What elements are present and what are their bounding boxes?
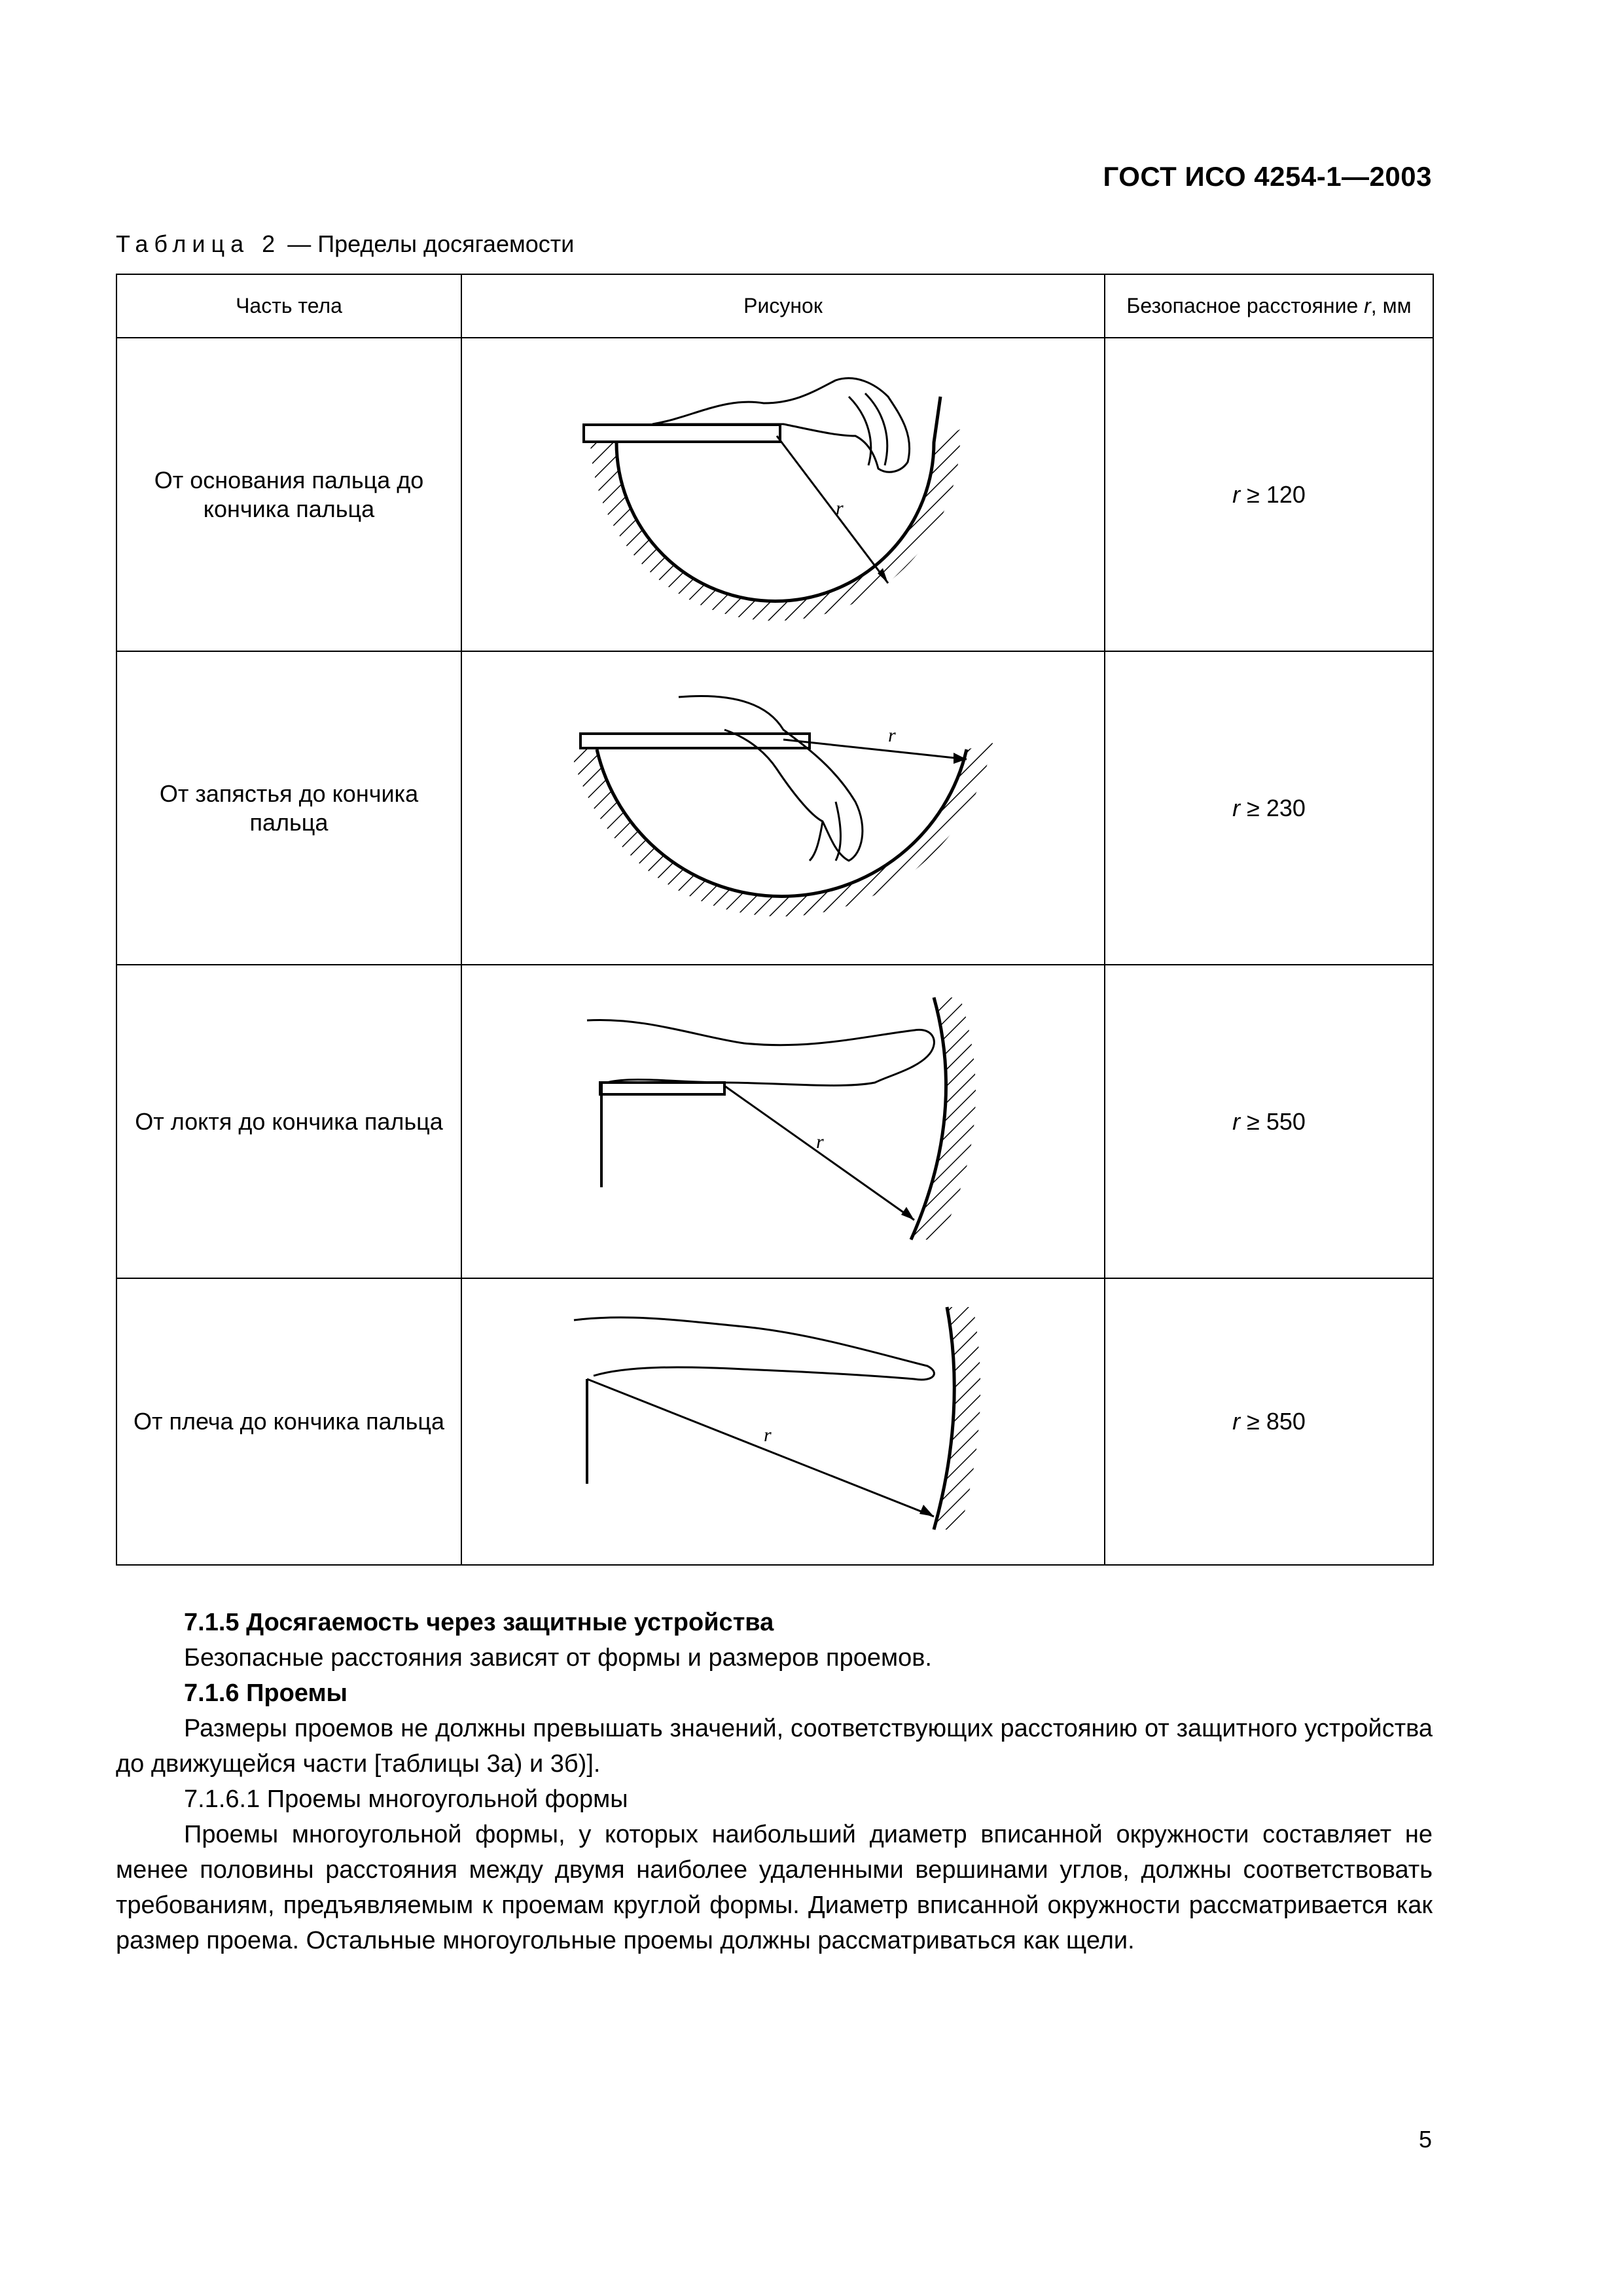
table-caption-title: Пределы досягаемости — [317, 230, 575, 257]
table-caption — [116, 230, 574, 258]
safe-distance-cell — [1105, 1278, 1433, 1565]
arm-outline — [587, 1020, 934, 1085]
table-row — [116, 1278, 1433, 1565]
safe-distance-cell — [1105, 651, 1433, 965]
wrist-reach-figure — [548, 671, 1019, 946]
body-part-cell: От основания пальца до кончика пальца — [116, 338, 461, 651]
guard-edge — [600, 1083, 724, 1094]
section-7-1-6-1-text: Проемы многоугольной формы, у которых наибольший диаметр вписанной окружности составляет не менее половины расстояния между двумя наиболее удаленными вершинами углов, должны соответствовать требованиям, предъявляемым к проемам круглой формы. Диаметр вписанной окружности рассматривается как размер проема. Остальные многоугольные проемы должны рассматриваться как щели. — [116, 1821, 1433, 1954]
body-part-cell: От запястья до кончика пальца — [116, 651, 461, 965]
header-figure: Рисунок — [461, 274, 1105, 338]
radius-label: r — [815, 1130, 824, 1153]
table-header-row — [116, 274, 1433, 338]
page-number: 5 — [1418, 2126, 1432, 2153]
guard-edge — [584, 425, 780, 442]
body-part-cell: От плеча до кончика пальца — [116, 1278, 461, 1565]
distance-value: ≥ 120 — [1247, 480, 1306, 508]
hand-outline — [679, 696, 863, 861]
arm-outline — [574, 1318, 934, 1380]
figure-cell — [461, 338, 1105, 651]
document-code: ГОСТ ИСО 4254-1—2003 — [1103, 161, 1432, 192]
distance-symbol: r — [1232, 794, 1241, 821]
figure-cell — [461, 651, 1105, 965]
guard-arc — [597, 749, 967, 896]
reach-arrow — [724, 1086, 914, 1220]
safe-distance-cell — [1105, 965, 1433, 1278]
header-distance-symbol: r — [1364, 294, 1371, 317]
table-row — [116, 965, 1433, 1278]
distance-symbol: r — [1232, 1107, 1241, 1135]
body-part-cell: От локтя до кончика пальца — [116, 965, 461, 1278]
finger-reach-figure — [548, 357, 1019, 632]
figure-cell — [461, 965, 1105, 1278]
elbow-reach-figure — [548, 984, 1019, 1259]
table-row — [116, 338, 1433, 651]
hatched-wall — [571, 743, 993, 916]
radius-label: r — [835, 497, 844, 519]
body-text — [116, 1605, 1433, 1958]
reach-arrow — [777, 436, 888, 583]
shoulder-reach-figure — [548, 1294, 1019, 1549]
caption-dash: — — [287, 230, 318, 257]
section-7-1-6-title: 7.1.6 Проемы — [184, 1679, 348, 1707]
distance-symbol: r — [1232, 1408, 1241, 1435]
distance-value: ≥ 230 — [1247, 794, 1306, 821]
section-7-1-6-text: Размеры проемов не должны превышать значений, соответствующих расстоянию от защитного устройства до движущейся части [таблицы 3а) и 3б)]. — [116, 1715, 1433, 1778]
section-7-1-6-1-title: 7.1.6.1 Проемы многоугольной формы — [184, 1785, 628, 1813]
radius-label: r — [763, 1424, 772, 1446]
reach-limits-table — [116, 274, 1434, 1566]
header-safe-distance — [1105, 274, 1433, 338]
section-7-1-5-text: Безопасные расстояния зависят от формы и размеров проемов. — [184, 1644, 932, 1672]
guard-edge — [580, 734, 810, 748]
radius-label: r — [887, 724, 896, 746]
table-caption-prefix: Таблица 2 — [116, 230, 281, 257]
table-row — [116, 651, 1433, 965]
header-distance-label: Безопасное расстояние — [1126, 294, 1359, 317]
distance-value: ≥ 850 — [1247, 1408, 1306, 1435]
safe-distance-cell — [1105, 338, 1433, 651]
header-distance-unit: , мм — [1370, 294, 1412, 317]
figure-cell — [461, 1278, 1105, 1565]
reach-arrow — [587, 1379, 934, 1516]
distance-value: ≥ 550 — [1247, 1107, 1306, 1135]
distance-symbol: r — [1232, 480, 1241, 508]
header-body-part: Часть тела — [116, 274, 461, 338]
section-7-1-5-title: 7.1.5 Досягаемость через защитные устройства — [184, 1609, 774, 1636]
